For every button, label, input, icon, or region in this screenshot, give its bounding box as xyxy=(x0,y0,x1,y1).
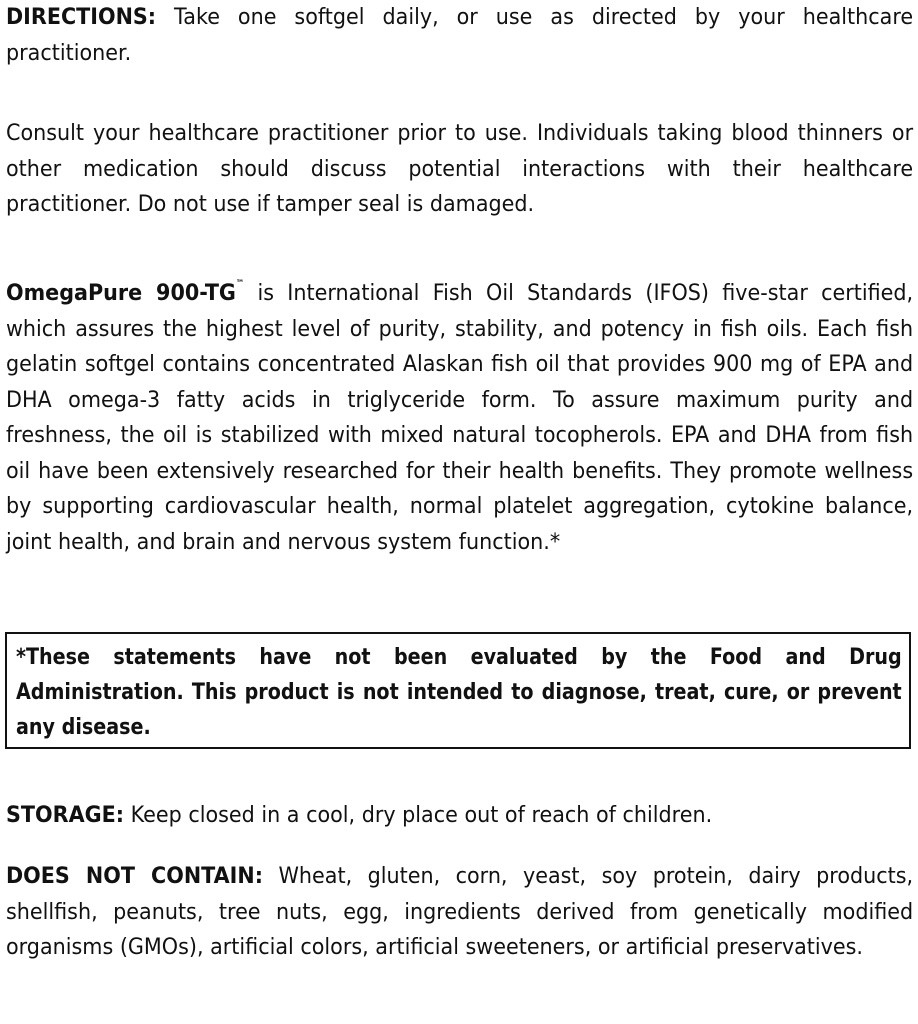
disclaimer-text: *These statements have not been evaluated by the Food and Drug Administration. This product is not intended to diagnose, treat, cure, or prevent any disease. xyxy=(16,644,902,740)
product-description-paragraph xyxy=(6,276,913,560)
product-description-text: is International Fish Oil Standards (IFOS) five-star certified, which assures the highest level of purity, stability, and potency in fish oils. Each fish gelatin softgel contains concentrated Alaskan fish oil that provides 900 mg of EPA and DHA omega-3 fatty acids in triglyceride form. To assure maximum purity and freshness, the oil is stabilized with mixed natural tocopherols. EPA and DHA from fish oil have been extensively researched for their health benefits. They promote wellness by supporting cardiovascular health, normal platelet aggregation, cytokine balance, joint health, and brain and nervous system function.* xyxy=(6,280,914,555)
storage-section xyxy=(6,798,913,834)
directions-section xyxy=(6,0,913,71)
consult-section xyxy=(6,116,913,223)
storage-paragraph xyxy=(6,798,913,834)
does-not-contain-label: DOES NOT CONTAIN: xyxy=(6,863,263,889)
does-not-contain-paragraph xyxy=(6,859,913,966)
trademark-symbol: ™ xyxy=(235,279,245,289)
does-not-contain-section xyxy=(6,859,913,966)
product-name: OmegaPure 900-TG xyxy=(6,280,236,306)
directions-paragraph xyxy=(6,0,913,71)
storage-label: STORAGE: xyxy=(6,802,125,828)
directions-label: DIRECTIONS: xyxy=(6,4,157,30)
does-not-contain-text: Wheat, gluten, corn, yeast, soy protein, dairy products, shellfish, peanuts, tree nuts, egg, ingredients derived from genetically modified organisms (GMOs), artificial colors, artificial sweeteners, or artificial preservatives. xyxy=(6,863,914,960)
storage-text: Keep closed in a cool, dry place out of reach of children. xyxy=(124,802,713,828)
directions-text: Take one softgel daily, or use as directed by your healthcare practitioner. xyxy=(6,4,914,66)
consult-text: Consult your healthcare practitioner prior to use. Individuals taking blood thinners or other medication should discuss potential interactions with their healthcare practitioner. Do not use if tamper seal is damaged. xyxy=(6,120,914,217)
product-description-section xyxy=(6,276,913,560)
